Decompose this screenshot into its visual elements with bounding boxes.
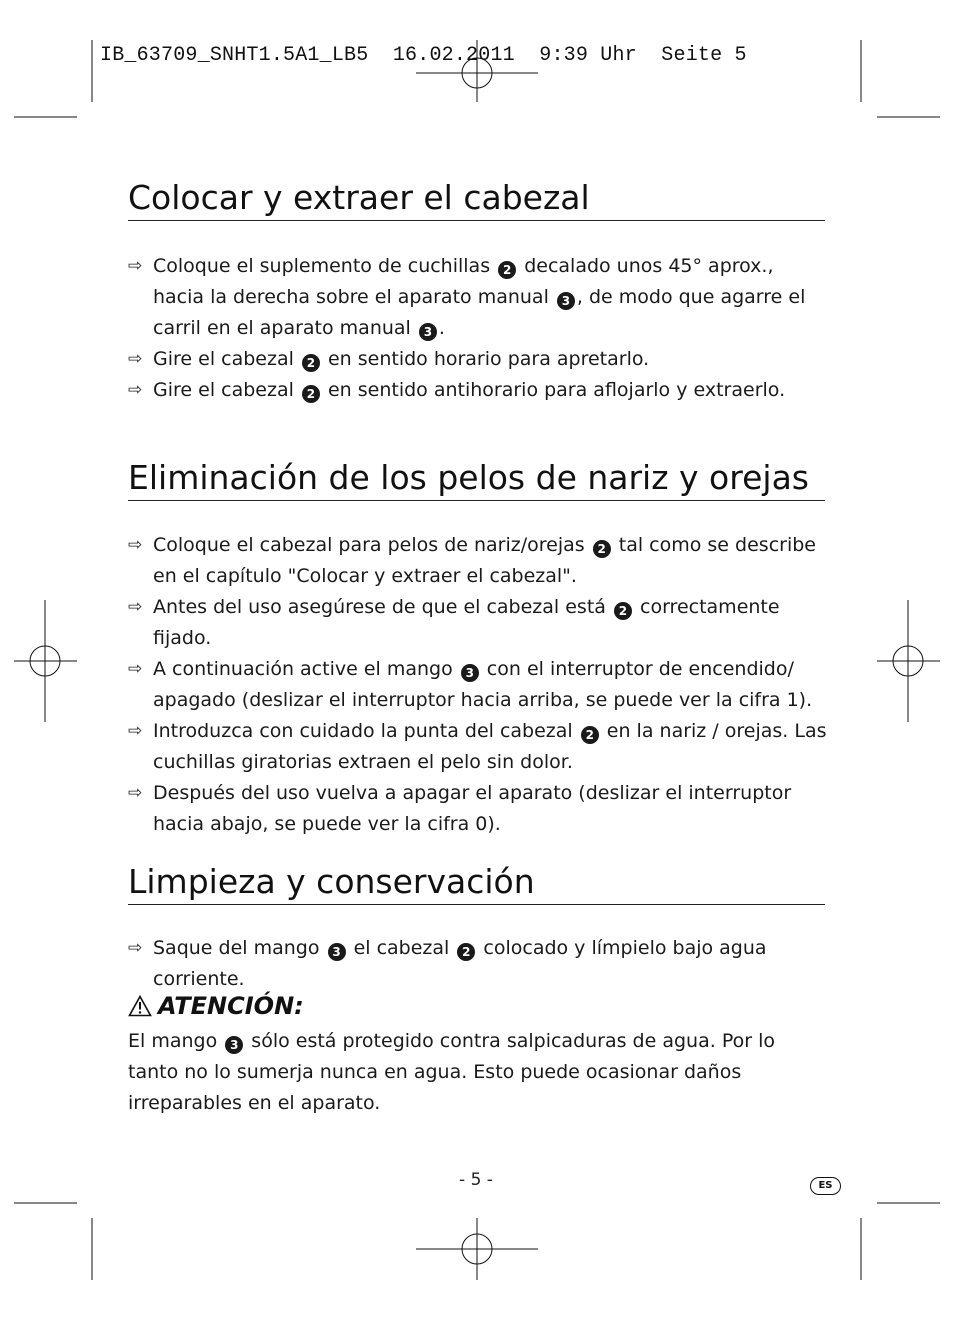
arrow-right-icon: ⇨ [128, 535, 143, 555]
text-run: A continuación active el mango [153, 658, 459, 680]
part-number-badge: 2 [498, 261, 516, 279]
part-number-badge: 3 [419, 323, 437, 341]
instruction-item [128, 592, 828, 654]
text-run: el cabezal [347, 937, 456, 959]
part-number-badge: 2 [457, 943, 475, 961]
arrow-right-icon: ⇨ [128, 349, 143, 369]
instruction-item [128, 251, 828, 344]
text-run: correctamente fijado. [153, 596, 780, 649]
part-number-badge: 2 [302, 354, 320, 372]
part-number-badge: 2 [593, 540, 611, 558]
warning-title: ATENCIÓN: [158, 992, 304, 1020]
warning-triangle-icon [128, 995, 152, 1017]
text-run: . [438, 317, 445, 339]
text-run: , de modo que agarre el carril en el aparato manual [153, 286, 806, 339]
section-title-cleaning: Limpieza y conservación [128, 862, 825, 905]
part-number-badge: 3 [557, 292, 575, 310]
part-number-badge: 2 [581, 726, 599, 744]
arrow-right-icon: ⇨ [128, 597, 143, 617]
section-title-attach-head: Colocar y extraer el cabezal [128, 178, 825, 221]
text-run: Coloque el cabezal para pelos de nariz/orejas [153, 534, 591, 556]
text-run: en sentido antihorario para aflojarlo y extraerlo. [321, 379, 786, 401]
instruction-list-attach-head [128, 251, 828, 406]
text-run: decalado unos 45° aprox., hacia la derecha sobre el aparato manual [153, 255, 774, 308]
part-number-badge: 3 [328, 943, 346, 961]
print-slug: IB_63709_SNHT1.5A1_LB5 16.02.2011 9:39 Uhr Seite 5 [100, 44, 747, 67]
text-run: Coloque el suplemento de cuchillas [153, 255, 497, 277]
instruction-list-cleaning [128, 933, 828, 995]
instruction-item [128, 375, 828, 406]
part-number-badge: 2 [302, 385, 320, 403]
section-title-hair-removal: Eliminación de los pelos de nariz y orejas [128, 458, 825, 501]
warning-text [128, 1026, 828, 1119]
text-run: en la nariz / orejas. Las cuchillas giratorias extraen el pelo sin dolor. [153, 720, 827, 773]
arrow-right-icon: ⇨ [128, 659, 143, 679]
text-run: Gire el cabezal [153, 379, 300, 401]
part-number-badge: 2 [614, 602, 632, 620]
text-run: Introduzca con cuidado la punta del cabezal [153, 720, 579, 742]
instruction-item [128, 778, 828, 840]
text-run: con el interruptor de encendido/ apagado (deslizar el interruptor hacia arriba, se puede ver la cifra 1). [153, 658, 813, 711]
instruction-item [128, 654, 828, 716]
instruction-item [128, 716, 828, 778]
text-run: Después del uso vuelva a apagar el aparato (deslizar el interruptor hacia abajo, se puede ver la cifra 0). [153, 782, 792, 835]
page-number: - 5 - [459, 1170, 493, 1190]
instruction-item [128, 530, 828, 592]
part-number-badge: 3 [461, 664, 479, 682]
arrow-right-icon: ⇨ [128, 380, 143, 400]
part-number-badge: 3 [225, 1036, 243, 1054]
text-run: Gire el cabezal [153, 348, 300, 370]
warning-heading [128, 988, 304, 1024]
instruction-item [128, 344, 828, 375]
text-run: El mango [128, 1030, 224, 1052]
arrow-right-icon: ⇨ [128, 938, 143, 958]
arrow-right-icon: ⇨ [128, 256, 143, 276]
instruction-item [128, 933, 828, 995]
text-run: Saque del mango [153, 937, 326, 959]
text-run: tal como se describe en el capítulo "Colocar y extraer el cabezal". [153, 534, 816, 587]
arrow-right-icon: ⇨ [128, 721, 143, 741]
text-run: Antes del uso asegúrese de que el cabezal está [153, 596, 612, 618]
arrow-right-icon: ⇨ [128, 783, 143, 803]
text-run: en sentido horario para apretarlo. [321, 348, 650, 370]
text-run: colocado y límpielo bajo agua corriente. [153, 937, 767, 990]
text-run: sólo está protegido contra salpicaduras de agua. Por lo tanto no lo sumerja nunca en agua. Esto puede ocasionar daños irreparables en el aparato. [128, 1030, 775, 1114]
instruction-list-hair-removal [128, 530, 828, 840]
language-badge: ES [810, 1177, 841, 1195]
